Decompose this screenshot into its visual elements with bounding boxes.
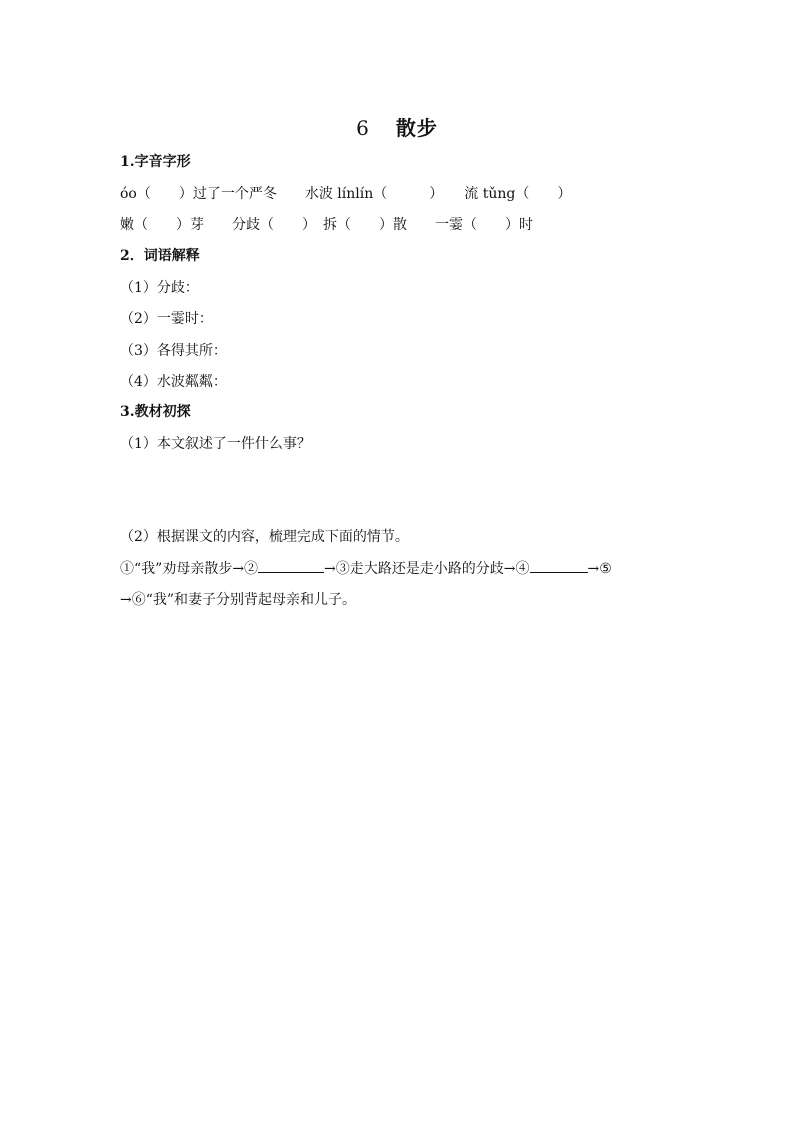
term-item-2: （2）一霎时： bbox=[120, 311, 213, 327]
lesson-number: 6 bbox=[356, 116, 370, 140]
pinyin-row-2: 嫩（ ）芽 分歧（ ） 拆（ ）散 一霎（ ）时 bbox=[120, 217, 533, 233]
flow-step-1-2: ①“我”劝母亲散步→② bbox=[120, 561, 259, 577]
section2-heading: 2．词语解释 bbox=[120, 248, 200, 264]
question-2: （2）根据课文的内容，梳理完成下面的情节。 bbox=[120, 529, 409, 545]
term-item-4: （4）水波粼粼： bbox=[120, 374, 227, 390]
answer-blank-4[interactable] bbox=[530, 558, 588, 573]
flow-step-5: →⑤ bbox=[587, 561, 612, 577]
plot-flow-line-1 bbox=[120, 558, 612, 579]
page-title bbox=[0, 112, 794, 141]
term-item-3: （3）各得其所： bbox=[120, 343, 227, 359]
answer-blank-2[interactable] bbox=[258, 558, 324, 573]
section1-heading: 1.字音字形 bbox=[120, 154, 191, 170]
pinyin-row-1: óo（ ）过了一个严冬 水波 línlín（ ） 流 tǔng（ ） bbox=[120, 186, 572, 202]
lesson-title: 散步 bbox=[395, 116, 438, 140]
section3-heading: 3.教材初探 bbox=[120, 404, 191, 420]
flow-step-3-4: →③走大路还是走小路的分歧→④ bbox=[324, 561, 530, 577]
plot-flow-line-2: →⑥“我”和妻子分别背起母亲和儿子。 bbox=[120, 592, 357, 608]
term-item-1: （1）分歧： bbox=[120, 280, 199, 296]
question-1: （1）本文叙述了一件什么事？ bbox=[120, 436, 311, 452]
